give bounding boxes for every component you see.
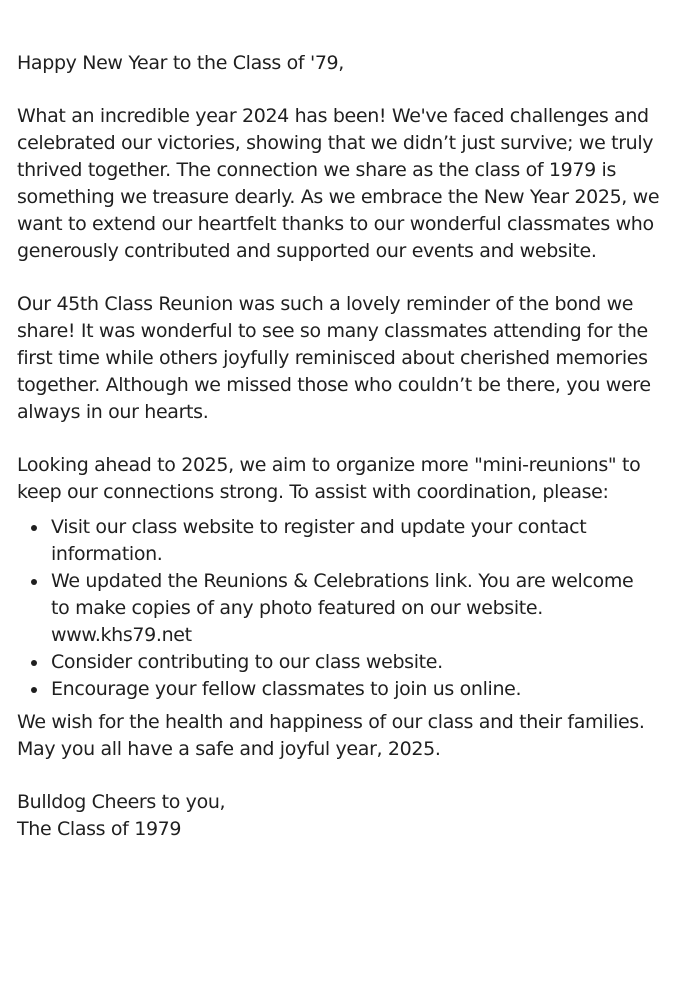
spacer xyxy=(17,426,700,452)
text-line: information. xyxy=(51,543,163,565)
text-line: always in our hearts. xyxy=(17,401,209,423)
text-line: What an incredible year 2024 has been! We've faced challenges and xyxy=(17,105,649,127)
text-line: together. Although we missed those who couldn’t be there, you were xyxy=(17,374,651,396)
letter xyxy=(17,50,700,843)
list-item xyxy=(51,568,700,649)
paragraph-looking-ahead xyxy=(17,452,700,506)
text-line: generously contributed and supported our events and website. xyxy=(17,240,597,262)
text-line: first time while others joyfully reminisced about cherished memories xyxy=(17,347,648,369)
list-item xyxy=(51,676,700,703)
text-line: to make copies of any photo featured on our website. xyxy=(51,597,543,619)
text-line: share! It was wonderful to see so many classmates attending for the xyxy=(17,320,648,342)
paragraph-reunion xyxy=(17,291,700,426)
spacer xyxy=(17,77,700,103)
closing xyxy=(17,789,700,843)
text-line: We wish for the health and happiness of our class and their families. xyxy=(17,711,645,733)
text-line: Our 45th Class Reunion was such a lovely reminder of the bond we xyxy=(17,293,634,315)
paragraph-year-review xyxy=(17,103,700,265)
signature: The Class of 1979 xyxy=(17,818,182,840)
text-line: want to extend our heartfelt thanks to our wonderful classmates who xyxy=(17,213,654,235)
text-line: We updated the Reunions & Celebrations link. You are welcome xyxy=(51,570,634,592)
spacer xyxy=(17,265,700,291)
text-line: Consider contributing to our class website. xyxy=(51,651,443,673)
text-line: something we treasure dearly. As we embrace the New Year 2025, we xyxy=(17,186,660,208)
salutation: Bulldog Cheers to you, xyxy=(17,791,226,813)
text-line: May you all have a safe and joyful year, 2025. xyxy=(17,738,441,760)
text-line: thrived together. The connection we share as the class of 1979 is xyxy=(17,159,617,181)
paragraph-wishes xyxy=(17,709,700,763)
list-item xyxy=(51,514,700,568)
website-url: www.khs79.net xyxy=(51,624,192,646)
text-line: Encourage your fellow classmates to join us online. xyxy=(51,678,522,700)
text-line: keep our connections strong. To assist with coordination, please: xyxy=(17,481,609,503)
text-line: celebrated our victories, showing that we didn’t just survive; we truly xyxy=(17,132,654,154)
spacer xyxy=(17,763,700,789)
greeting: Happy New Year to the Class of '79, xyxy=(17,52,344,74)
text-line: Looking ahead to 2025, we aim to organize more "mini-reunions" to xyxy=(17,454,641,476)
list-item xyxy=(51,649,700,676)
text-line: Visit our class website to register and update your contact xyxy=(51,516,587,538)
action-list xyxy=(17,514,700,703)
